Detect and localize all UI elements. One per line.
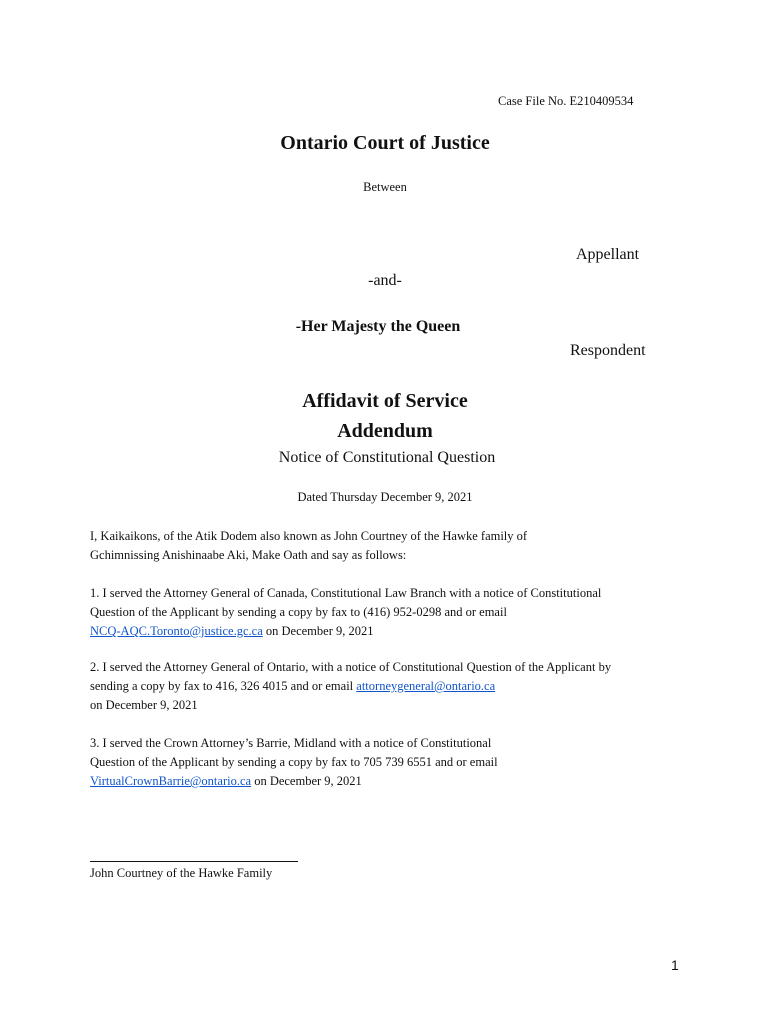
service-paragraph-2 (90, 658, 611, 715)
intro-line: I, Kaikaikons, of the Atik Dodem also known as John Courtney of the Hawke family of (90, 529, 528, 543)
notice-heading: Notice of Constitutional Question (278, 449, 496, 466)
email-link-canada[interactable]: NCQ-AQC.Toronto@justice.gc.ca (90, 624, 263, 638)
signature-name: John Courtney of the Hawke Family (90, 866, 273, 880)
intro-paragraph (90, 527, 527, 565)
signature-line (90, 861, 298, 862)
email-link-ontario[interactable]: attorneygeneral@ontario.ca (356, 679, 496, 693)
paragraph-line (90, 772, 498, 791)
service-paragraph-3 (90, 734, 498, 791)
paragraph-text: sending a copy by fax to 416, 326 4015 and or email (90, 679, 357, 693)
service-paragraph-1 (90, 584, 601, 641)
paragraph-line (90, 622, 601, 641)
case-file-number: Case File No. E210409534 (498, 94, 634, 108)
respondent-label: Respondent (570, 342, 646, 359)
paragraph-tail: on December 9, 2021 (262, 624, 374, 638)
and-separator: -and- (368, 272, 402, 289)
dated-line: Dated Thursday December 9, 2021 (297, 490, 473, 504)
paragraph-line: Question of the Applicant by sending a copy by fax to 705 739 6551 and or email (90, 755, 498, 769)
between-label: Between (363, 180, 407, 194)
page-number: 1 (671, 957, 679, 973)
document-title: Affidavit of Service (302, 390, 468, 412)
intro-line: Gchimnissing Anishinaabe Aki, Make Oath and say as follows: (90, 548, 407, 562)
paragraph-line: on December 9, 2021 (90, 698, 198, 712)
paragraph-line: Question of the Applicant by sending a copy by fax to (416) 952-0298 and or email (90, 605, 507, 619)
document-subtitle: Addendum (337, 420, 433, 442)
paragraph-line: 1. I served the Attorney General of Canada, Constitutional Law Branch with a notice of Constitutional (90, 586, 602, 600)
appellant-label: Appellant (576, 246, 640, 263)
paragraph-line (90, 677, 611, 696)
paragraph-tail: on December 9, 2021 (251, 774, 362, 788)
paragraph-line: 2. I served the Attorney General of Ontario, with a notice of Constitutional Question of the Applicant by (90, 660, 612, 674)
email-link-crown[interactable]: VirtualCrownBarrie@ontario.ca (90, 774, 252, 788)
respondent-name: -Her Majesty the Queen (295, 318, 461, 335)
paragraph-line: 3. I served the Crown Attorney’s Barrie, Midland with a notice of Constitutional (90, 736, 492, 750)
court-title: Ontario Court of Justice (280, 132, 490, 154)
